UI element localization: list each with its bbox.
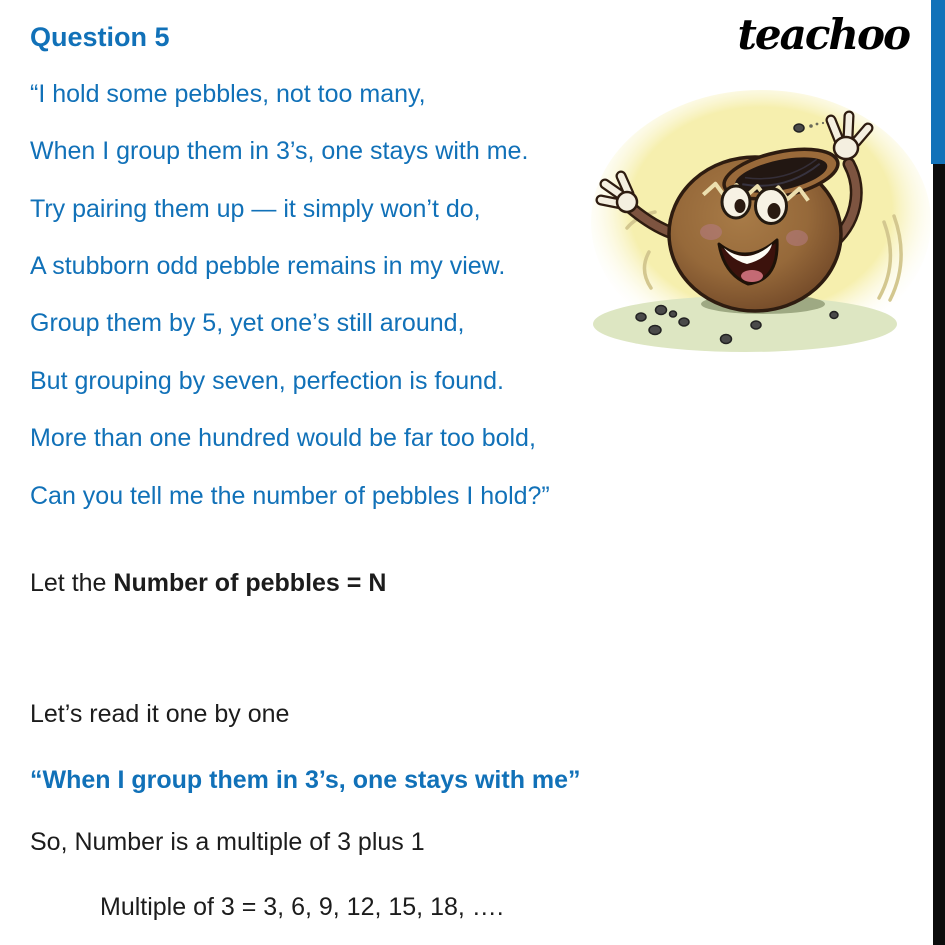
- poem-line: When I group them in 3’s, one stays with me.: [30, 137, 529, 165]
- clue-statement: “When I group them in 3’s, one stays with me”: [30, 766, 581, 794]
- poem-line: Try pairing them up — it simply won’t do,: [30, 195, 481, 223]
- page-title: Question 5: [30, 22, 170, 52]
- teachoo-logo: teachoo: [737, 10, 909, 59]
- side-bar-black: [933, 164, 945, 945]
- poem-line: But grouping by seven, perfection is found.: [30, 367, 504, 395]
- side-bar-blue: [931, 0, 945, 164]
- cheek-right: [786, 230, 808, 246]
- pot-illustration: [585, 84, 933, 372]
- poem-line: A stubborn odd pebble remains in my view.: [30, 252, 506, 280]
- let-statement: [30, 568, 386, 598]
- poem-line: “I hold some pebbles, not too many,: [30, 80, 426, 108]
- let-statement-definition: Number of pebbles = N: [113, 569, 387, 597]
- let-statement-prefix: Let the: [30, 569, 114, 597]
- multiples-list: Multiple of 3 = 3, 6, 9, 12, 15, 18, ….: [100, 893, 504, 921]
- cheek-left: [700, 224, 722, 240]
- pot-illustration-svg: [585, 84, 933, 372]
- so-statement: So, Number is a multiple of 3 plus 1: [30, 828, 425, 856]
- poem-line: Can you tell me the number of pebbles I hold?”: [30, 482, 550, 510]
- poem-line: More than one hundred would be far too bold,: [30, 424, 536, 452]
- poem-line: Group them by 5, yet one’s still around,: [30, 309, 465, 337]
- read-statement: Let’s read it one by one: [30, 700, 290, 728]
